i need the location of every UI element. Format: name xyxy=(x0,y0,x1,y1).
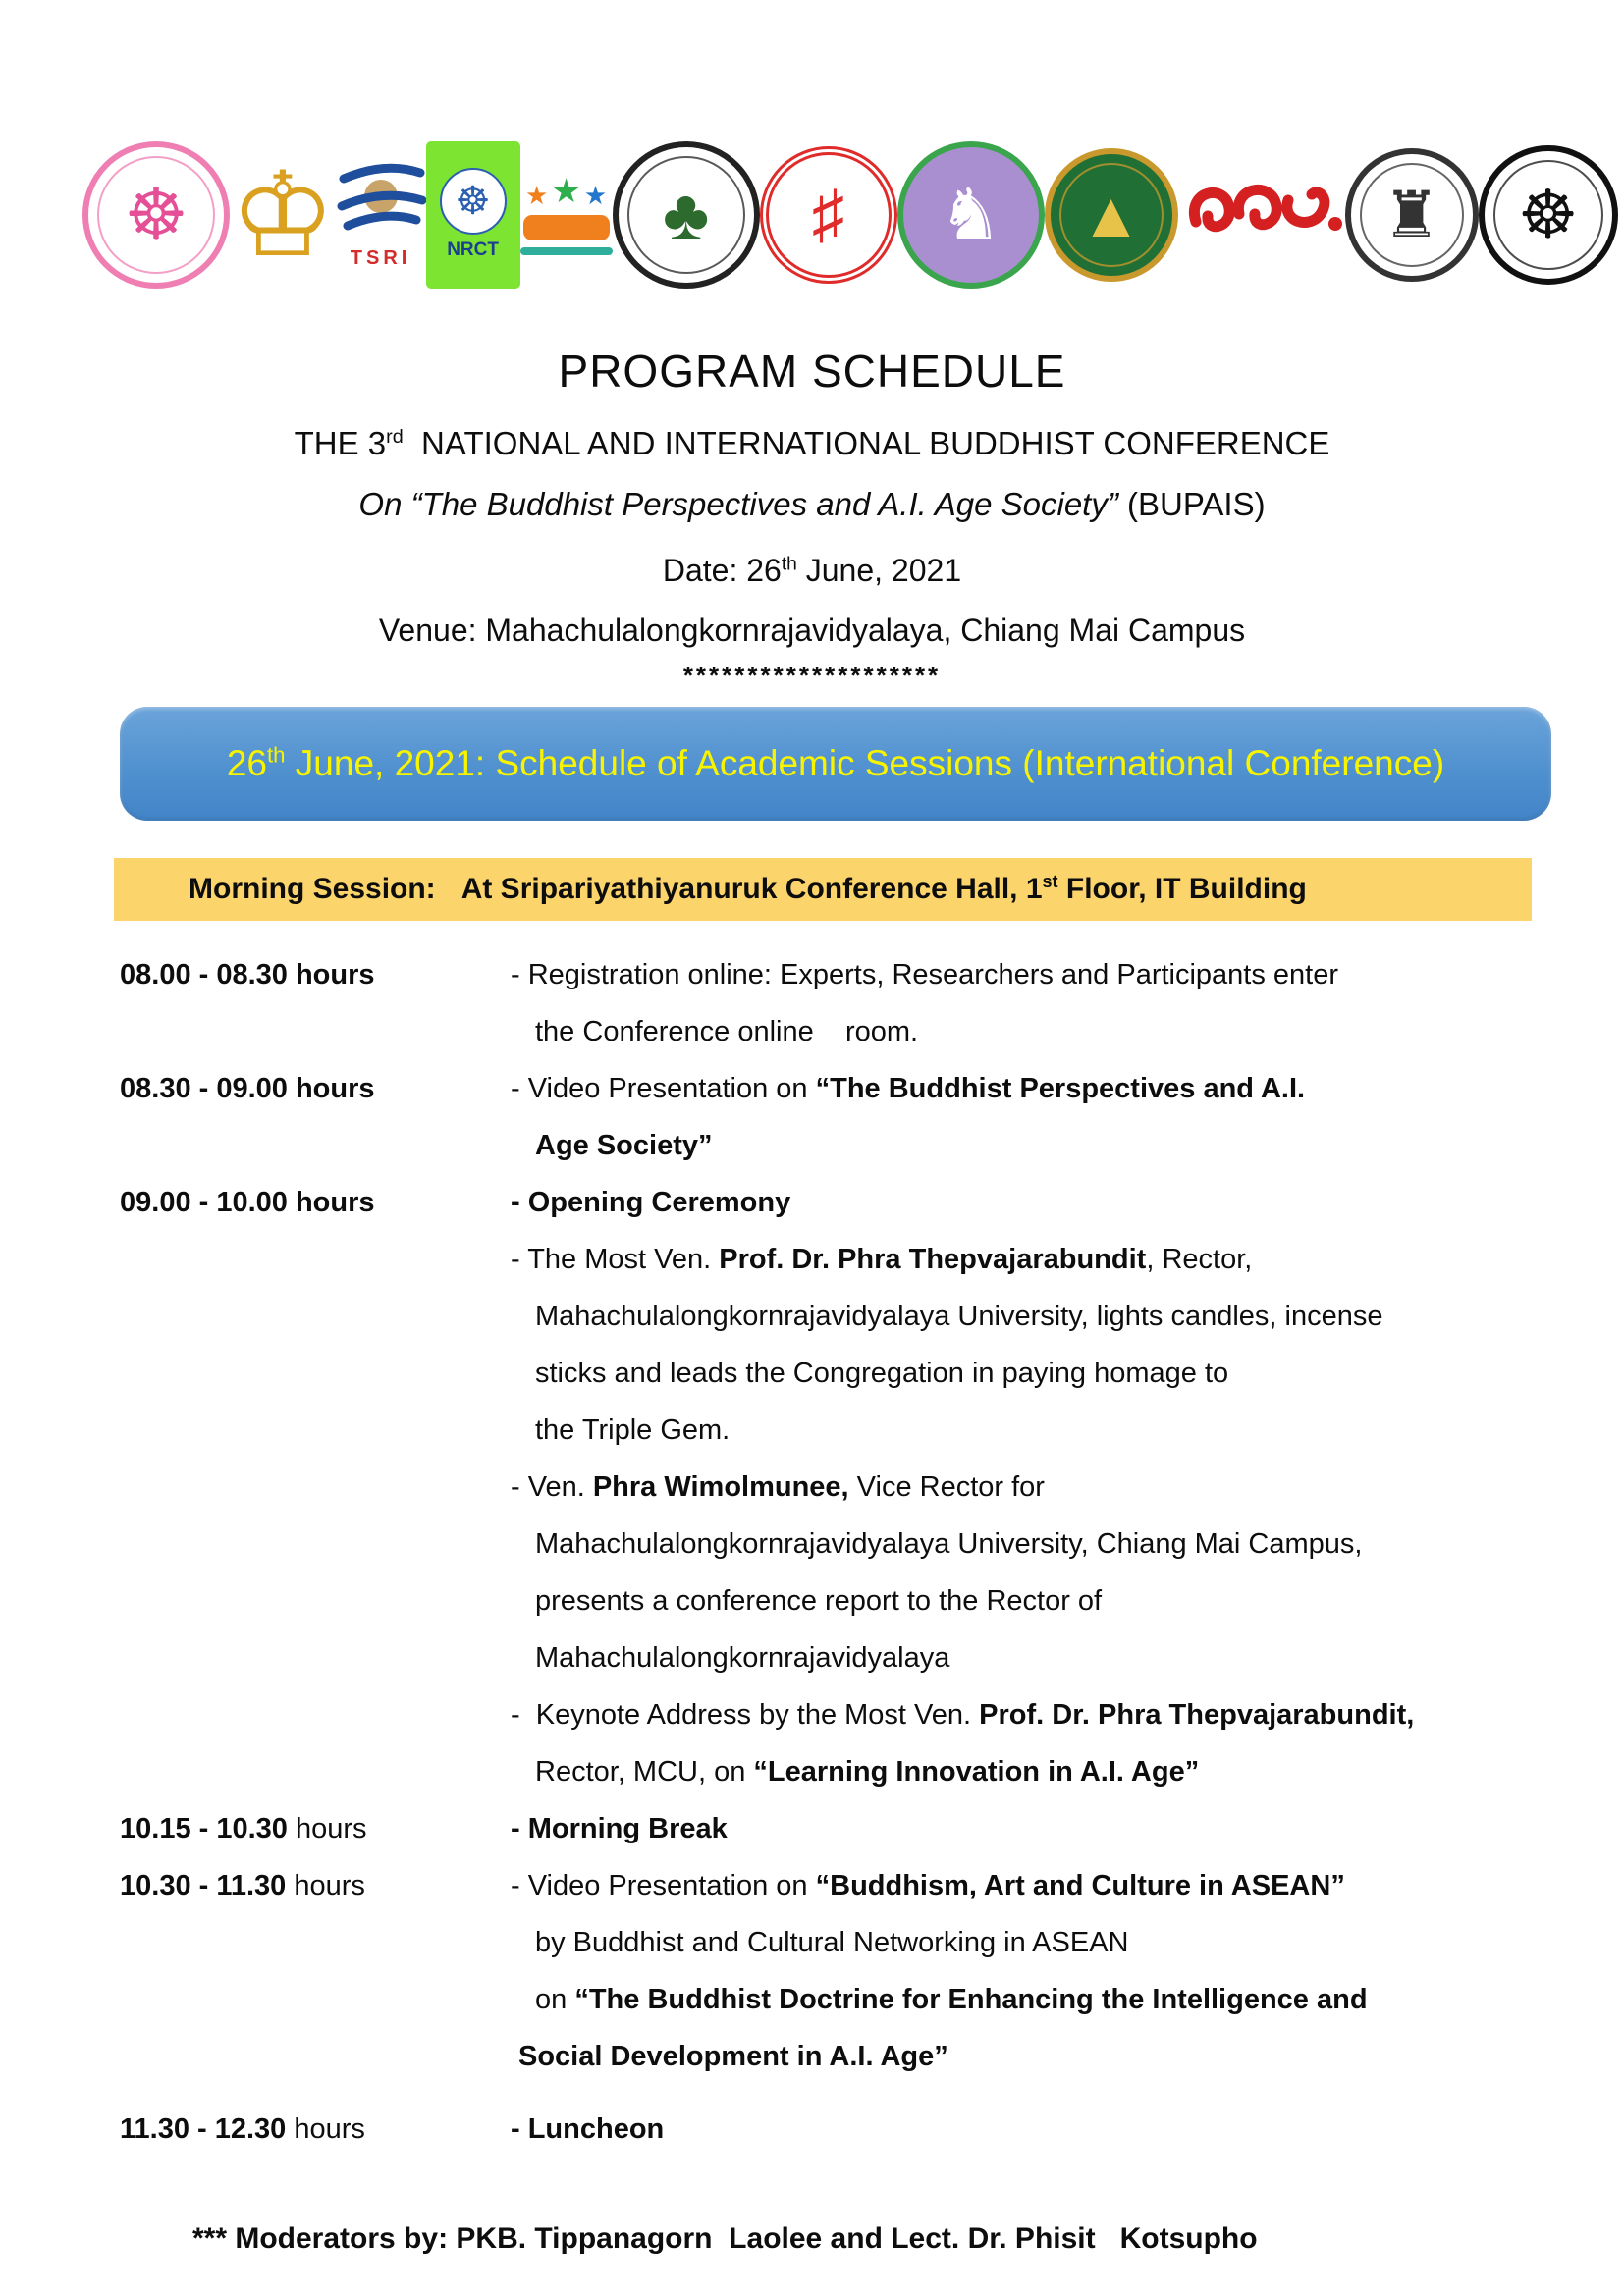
schedule-row xyxy=(0,2101,1624,2158)
date-line: Date: 26th June, 2021 xyxy=(662,553,962,588)
description xyxy=(511,946,1624,1060)
conference-title: THE 3rd NATIONAL AND INTERNATIONAL BUDDHIST CONFERENCE xyxy=(294,425,1330,461)
logo-thaihealth-sss xyxy=(520,172,613,255)
session-location: At Sripariyathiyanuruk Conference Hall, 1st Floor, IT Building xyxy=(460,872,1307,905)
sss-figures-icon: ★ ★ ★ xyxy=(525,172,608,210)
sss-wordmark xyxy=(523,215,610,240)
schedule-line: Mahachulalongkornrajavidyalaya xyxy=(535,1642,950,1674)
nrct-label: NRCT xyxy=(447,240,499,260)
schedule-line: - Video Presentation on “The Buddhist Perspectives and A.I. xyxy=(511,1073,1306,1104)
description xyxy=(511,1800,1624,1857)
sss-caption xyxy=(520,247,613,255)
logo-thai-royal-emblem: ♔ xyxy=(230,148,336,281)
separator-stars: ******************** xyxy=(682,661,942,690)
schedule-line: Age Society” xyxy=(535,1130,713,1161)
seal-glyph-icon: ☸ xyxy=(1518,177,1579,252)
seal-glyph-icon: ♯ xyxy=(811,178,845,251)
schedule-line: Social Development in A.I. Age” xyxy=(518,2041,948,2072)
schedule-row xyxy=(0,946,1624,1060)
seal-glyph-icon: ▲ xyxy=(1079,179,1143,250)
schedule-line: Mahachulalongkornrajavidyalaya University, lights candles, incense xyxy=(535,1301,1383,1332)
time-range: 09.00 - 10.00 hours xyxy=(120,1187,375,1218)
schedule-line: - The Most Ven. Prof. Dr. Phra Thepvajarabundit, Rector, xyxy=(511,1244,1253,1275)
tsri-label: TSRI xyxy=(350,247,411,269)
page-title: PROGRAM SCHEDULE xyxy=(558,346,1066,397)
time-range: 08.30 - 09.00 hours xyxy=(120,1073,375,1104)
description xyxy=(511,1174,1624,1800)
logo-dharma-wheel-seal xyxy=(1479,145,1618,285)
logos-row xyxy=(0,133,1624,295)
seal-glyph-icon: ♜ xyxy=(1382,179,1440,250)
schedule-line: - Opening Ceremony xyxy=(511,1187,791,1218)
schedule-line: on “The Buddhist Doctrine for Enhancing the Intelligence and xyxy=(535,1984,1368,2015)
seal-glyph-icon: ♞ xyxy=(939,175,1002,254)
nrct-wheel-icon: ☸ xyxy=(440,168,507,235)
schedule-line: - Keynote Address by the Most Ven. Prof. Dr. Phra Thepvajarabundit, xyxy=(511,1699,1415,1731)
time-range: 11.30 - 12.30 hours xyxy=(120,2113,365,2145)
schedule-row xyxy=(0,1060,1624,1174)
time-range: 10.30 - 11.30 hours xyxy=(120,1870,365,1901)
schedule-line: the Conference online room. xyxy=(535,1016,919,1047)
schedule-line: Mahachulalongkornrajavidyalaya University, Chiang Mai Campus, xyxy=(535,1528,1363,1560)
logo-kyoto-university xyxy=(613,141,760,289)
session-label: Morning Session: xyxy=(189,873,436,905)
logo-srinakharinwirot xyxy=(760,146,897,284)
schedule-row xyxy=(0,1800,1624,1857)
schedule-line: presents a conference report to the Rector of xyxy=(535,1585,1103,1617)
logo-tsri xyxy=(336,159,426,270)
session-banner-text: 26th June, 2021: Schedule of Academic Sessions (International Conference) xyxy=(226,742,1445,783)
schedule-line: by Buddhist and Cultural Networking in ASEAN xyxy=(535,1927,1129,1958)
seal-glyph-icon: ♣ xyxy=(662,175,710,254)
schedule-row xyxy=(0,1174,1624,1800)
schedule-body xyxy=(0,946,1624,2158)
time-range: 08.00 - 08.30 hours xyxy=(120,959,375,990)
logo-mcu-pink-seal xyxy=(82,141,230,289)
session-banner xyxy=(120,707,1551,821)
schedule-line: - Video Presentation on “Buddhism, Art and Culture in ASEAN” xyxy=(511,1870,1345,1901)
schedule-line: Rector, MCU, on “Learning Innovation in A.I. Age” xyxy=(535,1756,1200,1788)
seal-glyph-icon: ☸ xyxy=(124,175,189,254)
venue-line: Venue: Mahachulalongkornrajavidyalaya, Chiang Mai Campus xyxy=(378,613,1246,648)
schedule-line: sticks and leads the Congregation in paying homage to xyxy=(535,1358,1229,1389)
schedule-line: - Ven. Phra Wimolmunee, Vice Rector for xyxy=(511,1471,1045,1503)
tsri-swoosh-icon xyxy=(336,159,426,245)
logo-myanmar-cannon-seal xyxy=(1345,148,1479,282)
description xyxy=(511,1857,1624,2085)
schedule-line: - Luncheon xyxy=(511,2113,665,2145)
schedule-line: the Triple Gem. xyxy=(535,1415,731,1446)
logo-nrct xyxy=(426,141,520,289)
schedule-line: - Registration online: Experts, Researchers and Participants enter xyxy=(511,959,1339,990)
lao-script-icon xyxy=(1178,161,1345,269)
morning-session-header xyxy=(114,858,1532,921)
conference-theme: On “The Buddhist Perspectives and A.I. Age Society” (BUPAIS) xyxy=(358,486,1266,522)
moderators-note: *** Moderators by: PKB. Tippanagorn Laolee and Lect. Dr. Phisit Kotsupho xyxy=(192,2222,1258,2255)
time-range: 10.15 - 10.30 hours xyxy=(120,1813,367,1844)
logo-chiangmai-elephant-seal xyxy=(897,141,1045,289)
schedule-row xyxy=(0,1857,1624,2085)
description xyxy=(511,2101,1624,2158)
schedule-line: - Morning Break xyxy=(511,1813,728,1844)
logo-lao-script xyxy=(1178,161,1345,269)
logo-rajabhat-chiangmai xyxy=(1045,148,1178,282)
description xyxy=(511,1060,1624,1174)
